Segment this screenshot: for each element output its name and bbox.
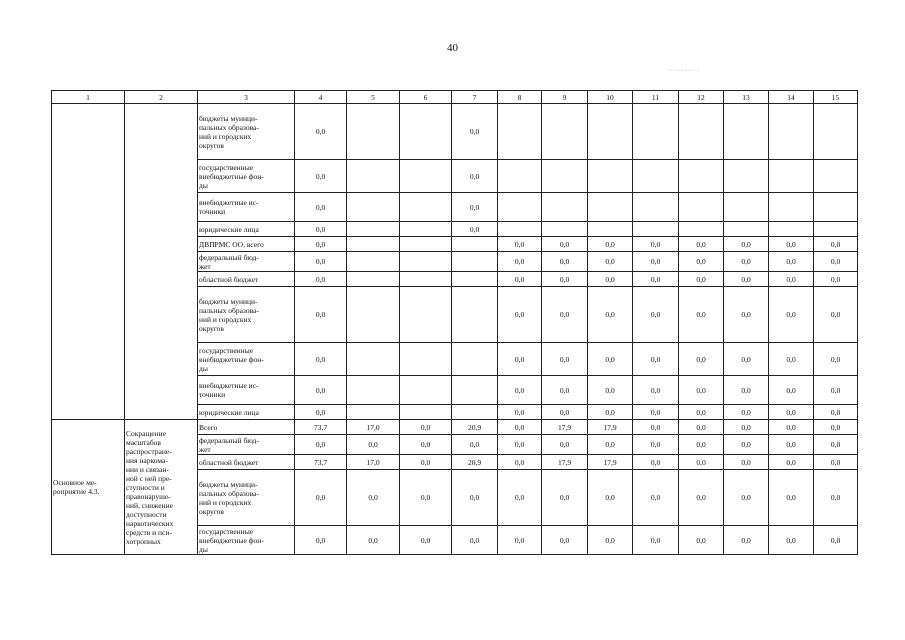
value-cell [588, 193, 633, 222]
value-cell: 0,0 [633, 405, 679, 420]
value-cell: 0,0 [498, 376, 542, 405]
value-cell: 0,0 [498, 252, 542, 272]
value-cell [347, 222, 400, 237]
value-cell: 0,0 [724, 470, 769, 526]
value-cell: 0,0 [295, 252, 347, 272]
value-cell [724, 222, 769, 237]
value-cell: 0,0 [769, 455, 814, 470]
value-cell: 0,0 [452, 193, 498, 222]
value-cell [814, 193, 858, 222]
header-cell-5: 5 [347, 91, 400, 104]
value-cell: 0,0 [498, 237, 542, 252]
value-cell [679, 193, 724, 222]
value-cell: 0,0 [679, 420, 724, 435]
value-cell: 0,0 [588, 376, 633, 405]
header-cell-8: 8 [498, 91, 542, 104]
value-cell: 0,0 [769, 376, 814, 405]
value-cell: 73,7 [295, 420, 347, 435]
source-label: федеральный бюд- жет [198, 435, 295, 455]
value-cell: 0,0 [769, 405, 814, 420]
value-cell [347, 287, 400, 343]
value-cell: 17,0 [347, 420, 400, 435]
value-cell: 0,0 [724, 455, 769, 470]
value-cell: 0,0 [633, 272, 679, 287]
value-cell: 0,0 [498, 455, 542, 470]
value-cell: 0,0 [679, 272, 724, 287]
value-cell: 0,0 [633, 435, 679, 455]
value-cell: 0,0 [295, 287, 347, 343]
value-cell [679, 222, 724, 237]
value-cell: 0,0 [679, 435, 724, 455]
source-label: внебюджетные ис- точники [198, 193, 295, 222]
value-cell: 0,0 [724, 435, 769, 455]
value-cell: 0,0 [542, 237, 588, 252]
header-cell-9: 9 [542, 91, 588, 104]
value-cell: 0,0 [295, 160, 347, 193]
value-cell: 0,0 [724, 287, 769, 343]
value-cell [724, 104, 769, 160]
value-cell: 0,0 [814, 405, 858, 420]
source-label: областной бюджет [198, 272, 295, 287]
value-cell: 0,0 [295, 104, 347, 160]
header-row [52, 91, 858, 104]
value-cell [633, 193, 679, 222]
value-cell: 17,9 [588, 455, 633, 470]
value-cell: 0,0 [633, 470, 679, 526]
value-cell: 0,0 [633, 420, 679, 435]
value-cell [347, 376, 400, 405]
value-cell [498, 160, 542, 193]
value-cell: 0,0 [498, 420, 542, 435]
value-cell [400, 405, 452, 420]
value-cell: 0,0 [588, 252, 633, 272]
value-cell: 0,0 [452, 160, 498, 193]
value-cell [542, 222, 588, 237]
source-label: государственные внебюджетные фон- ды [198, 526, 295, 555]
value-cell: 0,0 [347, 435, 400, 455]
table-row [52, 420, 858, 435]
value-cell: 0,0 [588, 435, 633, 455]
value-cell [400, 193, 452, 222]
value-cell [588, 104, 633, 160]
value-cell: 0,0 [724, 420, 769, 435]
value-cell: 0,0 [814, 252, 858, 272]
value-cell: 0,0 [498, 526, 542, 555]
value-cell: 0,0 [452, 435, 498, 455]
value-cell: 0,0 [814, 287, 858, 343]
value-cell [400, 343, 452, 376]
value-cell: 0,0 [498, 287, 542, 343]
value-cell [452, 252, 498, 272]
source-label: областной бюджет [198, 455, 295, 470]
source-label: государственные внебюджетные фон- ды [198, 343, 295, 376]
value-cell: 20,9 [452, 420, 498, 435]
value-cell: 0,0 [588, 470, 633, 526]
corner-mark: ··········· · [668, 68, 700, 74]
value-cell: 0,0 [814, 272, 858, 287]
header-cell-7: 7 [452, 91, 498, 104]
value-cell: 0,0 [542, 252, 588, 272]
value-cell: 0,0 [295, 237, 347, 252]
value-cell [724, 193, 769, 222]
value-cell: 0,0 [724, 343, 769, 376]
value-cell [542, 193, 588, 222]
value-cell: 0,0 [542, 287, 588, 343]
value-cell [814, 104, 858, 160]
value-cell: 20,9 [452, 455, 498, 470]
source-label: государственные внебюджетные фон- ды [198, 160, 295, 193]
value-cell: 0,0 [633, 287, 679, 343]
value-cell: 0,0 [769, 526, 814, 555]
activity-description-cell: Сокращение масштабов распростране- ния наркома- нии и связан- ной с ней пре- ступности и правонаруше- ний, снижение доступности наркотических средств и пси- хотропных [125, 420, 198, 555]
value-cell: 0,0 [814, 470, 858, 526]
value-cell: 0,0 [633, 252, 679, 272]
value-cell: 0,0 [769, 343, 814, 376]
value-cell: 17,9 [542, 420, 588, 435]
value-cell: 0,0 [633, 343, 679, 376]
value-cell [679, 160, 724, 193]
value-cell: 0,0 [295, 405, 347, 420]
source-label: бюджеты муници- пальных образова- ний и городских округов [198, 104, 295, 160]
value-cell: 0,0 [295, 343, 347, 376]
page-number: 40 [447, 42, 458, 54]
value-cell [347, 160, 400, 193]
value-cell [542, 104, 588, 160]
activity-cell [52, 104, 125, 420]
value-cell: 0,0 [295, 272, 347, 287]
value-cell: 0,0 [769, 420, 814, 435]
source-label: бюджеты муници- пальных образова- ний и городских округов [198, 287, 295, 343]
value-cell: 0,0 [814, 420, 858, 435]
value-cell: 0,0 [400, 526, 452, 555]
value-cell: 0,0 [724, 272, 769, 287]
value-cell [400, 237, 452, 252]
value-cell: 0,0 [588, 526, 633, 555]
value-cell: 0,0 [724, 405, 769, 420]
header-cell-1: 1 [52, 91, 125, 104]
value-cell: 0,0 [633, 237, 679, 252]
value-cell: 0,0 [769, 287, 814, 343]
value-cell: 0,0 [542, 272, 588, 287]
source-label: бюджеты муници- пальных образова- ний и городских округов [198, 470, 295, 526]
value-cell [452, 287, 498, 343]
value-cell [588, 160, 633, 193]
value-cell [542, 160, 588, 193]
value-cell [347, 272, 400, 287]
value-cell [400, 272, 452, 287]
value-cell: 0,0 [498, 435, 542, 455]
value-cell [679, 104, 724, 160]
value-cell: 0,0 [814, 237, 858, 252]
value-cell: 0,0 [814, 435, 858, 455]
value-cell: 17,9 [542, 455, 588, 470]
value-cell: 0,0 [679, 470, 724, 526]
activity-name-cell [125, 104, 198, 420]
value-cell: 0,0 [498, 470, 542, 526]
value-cell: 0,0 [542, 376, 588, 405]
source-label: федеральный бюд- жет [198, 252, 295, 272]
value-cell: 0,0 [588, 405, 633, 420]
source-label: юридические лица [198, 222, 295, 237]
value-cell: 0,0 [452, 470, 498, 526]
value-cell [452, 376, 498, 405]
source-label: Всего [198, 420, 295, 435]
value-cell: 0,0 [633, 526, 679, 555]
value-cell: 0,0 [542, 405, 588, 420]
value-cell: 0,0 [724, 237, 769, 252]
value-cell [633, 104, 679, 160]
value-cell [814, 160, 858, 193]
value-cell: 0,0 [542, 435, 588, 455]
value-cell [347, 405, 400, 420]
header-cell-10: 10 [588, 91, 633, 104]
value-cell [498, 104, 542, 160]
value-cell [452, 405, 498, 420]
header-cell-6: 6 [400, 91, 452, 104]
value-cell [400, 376, 452, 405]
value-cell: 0,0 [679, 526, 724, 555]
value-cell [769, 160, 814, 193]
value-cell: 0,0 [542, 526, 588, 555]
value-cell: 17,9 [588, 420, 633, 435]
value-cell: 0,0 [295, 222, 347, 237]
value-cell: 0,0 [295, 376, 347, 405]
value-cell: 0,0 [295, 470, 347, 526]
value-cell [400, 287, 452, 343]
value-cell [588, 222, 633, 237]
value-cell: 0,0 [814, 526, 858, 555]
header-cell-15: 15 [814, 91, 858, 104]
value-cell: 0,0 [633, 376, 679, 405]
value-cell: 0,0 [498, 343, 542, 376]
value-cell: 0,0 [588, 272, 633, 287]
value-cell: 0,0 [724, 376, 769, 405]
value-cell: 0,0 [295, 526, 347, 555]
value-cell: 0,0 [295, 193, 347, 222]
activity-number-cell: Основное ме- роприятие 4.3. [52, 420, 125, 555]
value-cell [400, 160, 452, 193]
source-label: юридические лица [198, 405, 295, 420]
value-cell: 0,0 [498, 405, 542, 420]
value-cell: 0,0 [679, 376, 724, 405]
value-cell [347, 252, 400, 272]
header-cell-12: 12 [679, 91, 724, 104]
source-label: ДВПРМС ОО, всего [198, 237, 295, 252]
value-cell: 0,0 [588, 287, 633, 343]
value-cell: 0,0 [679, 237, 724, 252]
value-cell: 0,0 [724, 526, 769, 555]
header-cell-11: 11 [633, 91, 679, 104]
value-cell: 0,0 [769, 435, 814, 455]
value-cell: 0,0 [633, 455, 679, 470]
value-cell: 17,0 [347, 455, 400, 470]
header-cell-13: 13 [724, 91, 769, 104]
header-cell-4: 4 [295, 91, 347, 104]
value-cell [633, 222, 679, 237]
value-cell: 0,0 [400, 455, 452, 470]
value-cell [452, 237, 498, 252]
value-cell [452, 272, 498, 287]
value-cell: 0,0 [679, 252, 724, 272]
value-cell [347, 193, 400, 222]
value-cell: 0,0 [400, 470, 452, 526]
value-cell [814, 222, 858, 237]
value-cell: 0,0 [588, 237, 633, 252]
value-cell: 0,0 [400, 420, 452, 435]
value-cell: 0,0 [679, 405, 724, 420]
value-cell [633, 160, 679, 193]
value-cell: 0,0 [452, 104, 498, 160]
value-cell: 0,0 [724, 252, 769, 272]
value-cell: 0,0 [452, 526, 498, 555]
budget-table [51, 90, 858, 555]
value-cell: 0,0 [400, 435, 452, 455]
value-cell: 0,0 [679, 343, 724, 376]
value-cell: 0,0 [347, 526, 400, 555]
value-cell [400, 222, 452, 237]
header-cell-14: 14 [769, 91, 814, 104]
value-cell: 0,0 [542, 343, 588, 376]
value-cell: 0,0 [769, 470, 814, 526]
value-cell [724, 160, 769, 193]
value-cell: 0,0 [769, 237, 814, 252]
source-label: внебюджетные ис- точники [198, 376, 295, 405]
value-cell: 0,0 [769, 272, 814, 287]
value-cell: 73,7 [295, 455, 347, 470]
value-cell: 0,0 [814, 455, 858, 470]
value-cell: 0,0 [542, 470, 588, 526]
value-cell: 0,0 [347, 470, 400, 526]
value-cell [769, 193, 814, 222]
value-cell: 0,0 [295, 435, 347, 455]
value-cell [452, 343, 498, 376]
value-cell [347, 104, 400, 160]
value-cell: 0,0 [588, 343, 633, 376]
value-cell: 0,0 [679, 455, 724, 470]
value-cell: 0,0 [769, 252, 814, 272]
value-cell [400, 252, 452, 272]
value-cell: 0,0 [814, 343, 858, 376]
value-cell [498, 193, 542, 222]
header-cell-3: 3 [198, 91, 295, 104]
value-cell [347, 237, 400, 252]
value-cell: 0,0 [679, 287, 724, 343]
value-cell [498, 222, 542, 237]
value-cell [400, 104, 452, 160]
value-cell [347, 343, 400, 376]
value-cell: 0,0 [498, 272, 542, 287]
table-row [52, 104, 858, 160]
value-cell: 0,0 [452, 222, 498, 237]
value-cell [769, 222, 814, 237]
header-cell-2: 2 [125, 91, 198, 104]
value-cell: 0,0 [814, 376, 858, 405]
value-cell [769, 104, 814, 160]
